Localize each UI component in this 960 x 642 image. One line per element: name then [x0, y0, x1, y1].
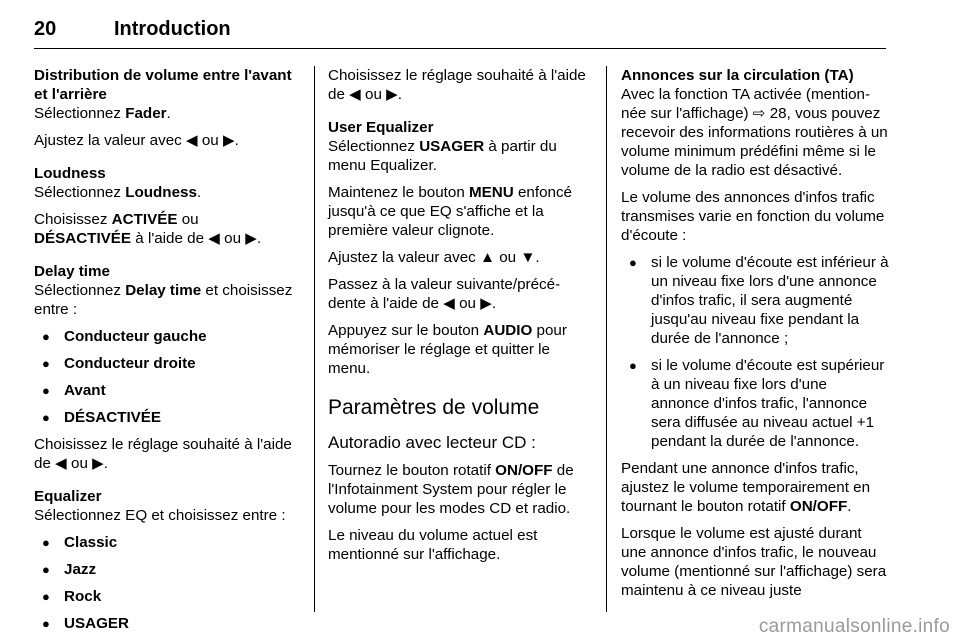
page-header: [34, 10, 886, 48]
list-item: ● USAGER: [34, 614, 302, 633]
equalizer-heading: Equalizer: [34, 488, 102, 505]
adjust-updown-text: Ajustez la valeur avec ▲ ou ▼.: [328, 249, 540, 266]
list-item: ● si le volume d'écoute est inférieur à un niveau fixe lors d'une annonce d'infos trafic, il sera augmenté jusqu'au niveau fixe pendant la durée de l'annonce ;: [621, 253, 889, 348]
ta-cases-list: [621, 253, 889, 451]
loudness-heading: Loudness: [34, 165, 106, 182]
cd-radio-subheading: Autoradio avec lecteur CD :: [328, 433, 536, 452]
delay-select-text: Sélectionnez Delay time et choisissez entre :: [34, 282, 293, 318]
column-divider-2: [606, 66, 607, 612]
list-item: ● Conducteur gauche: [34, 327, 302, 346]
list-item: ● DÉSACTIVÉE: [34, 408, 302, 427]
next-value-text: Passez à la valeur suivante/précédente à l'aide de ◀ ou ▶.: [328, 276, 561, 312]
equalizer-select-text: Sélectionnez EQ et choisissez entre :: [34, 507, 286, 524]
list-item: ● si le volume d'écoute est supérieur à un niveau fixe lors d'une annonce d'infos trafic, l'annonce sera diffusée au niveau actuel +1 pendant la durée de l'annonce.: [621, 356, 889, 451]
audio-button-text: Appuyez sur le bouton AUDIO pour mémoriser le réglage et quitter le menu.: [328, 322, 567, 377]
delay-options-list: [34, 327, 302, 427]
column-divider-1: [314, 66, 315, 612]
fader-adjust-text: Ajustez la valeur avec ◀ ou ▶.: [34, 132, 239, 149]
list-item: ● Rock: [34, 587, 302, 606]
volume-section-heading: Paramètres de volume: [328, 396, 540, 419]
traffic-announcements-heading: Annonces sur la circulation (TA): [621, 67, 854, 84]
menu-button-text: Maintenez le bouton MENU enfoncé jusqu'à ce que EQ s'affiche et la première valeur clignote.: [328, 184, 573, 239]
delay-choose-text: Choisissez le réglage souhaité à l'aide de ◀ ou ▶.: [34, 436, 292, 472]
equalizer-options-list: [34, 533, 302, 633]
delay-heading: Delay time: [34, 263, 110, 280]
column-2: [328, 66, 590, 572]
during-announcement-text: Pendant une annonce d'infos trafic, ajustez le volume temporairement en tournant le bouton rotatif ON/OFF.: [621, 460, 871, 515]
list-item: ● Conducteur droite: [34, 354, 302, 373]
fader-select-text: Sélectionnez Fader.: [34, 105, 171, 122]
column-1: [34, 66, 302, 641]
list-item: ● Avant: [34, 381, 302, 400]
loudness-select-text: Sélectionnez Loudness.: [34, 184, 202, 201]
volume-level-text: Le niveau du volume actuel est mentionné sur l'affichage.: [328, 527, 538, 563]
user-equalizer-heading: User Equalizer: [328, 119, 434, 136]
list-item: ● Jazz: [34, 560, 302, 579]
page-title: Introduction: [114, 18, 231, 40]
ta-description-text: Avec la fonction TA activée (mentionnée sur l'affichage) ⇨ 28, vous pouvez recevoir des informations routières à un volume minimum prédéfini même si le volume de la radio est désactivé.: [621, 86, 888, 179]
fader-heading: Distribution de volume entre l'avant et l'arrière: [34, 67, 292, 103]
user-equalizer-text: Sélectionnez USAGER à partir du menu Equalizer.: [328, 138, 557, 174]
column-3: [621, 66, 889, 608]
loudness-choose-text: Choisissez ACTIVÉE ou DÉSACTIVÉE à l'aide de ◀ ou ▶.: [34, 211, 262, 247]
page-number: 20: [34, 18, 57, 40]
eq-choose-text: Choisissez le réglage souhaité à l'aide de ◀ ou ▶.: [328, 67, 586, 103]
ta-volume-text: Le volume des annonces d'infos trafic transmises varie en fonction du volume d'écoute :: [621, 189, 885, 244]
adjusted-volume-text: Lorsque le volume est ajusté durant une annonce d'infos trafic, le nouveau volume (mentionné sur l'affichage) sera maintenu à ce niveau juste: [621, 525, 887, 599]
list-item: ● Classic: [34, 533, 302, 552]
header-divider: [34, 48, 886, 49]
volume-knob-text: Tournez le bouton rotatif ON/OFF de l'Infotainment System pour régler le volume pour les modes CD et radio.: [328, 462, 574, 517]
watermark: carmanualsonline.info: [758, 616, 950, 637]
